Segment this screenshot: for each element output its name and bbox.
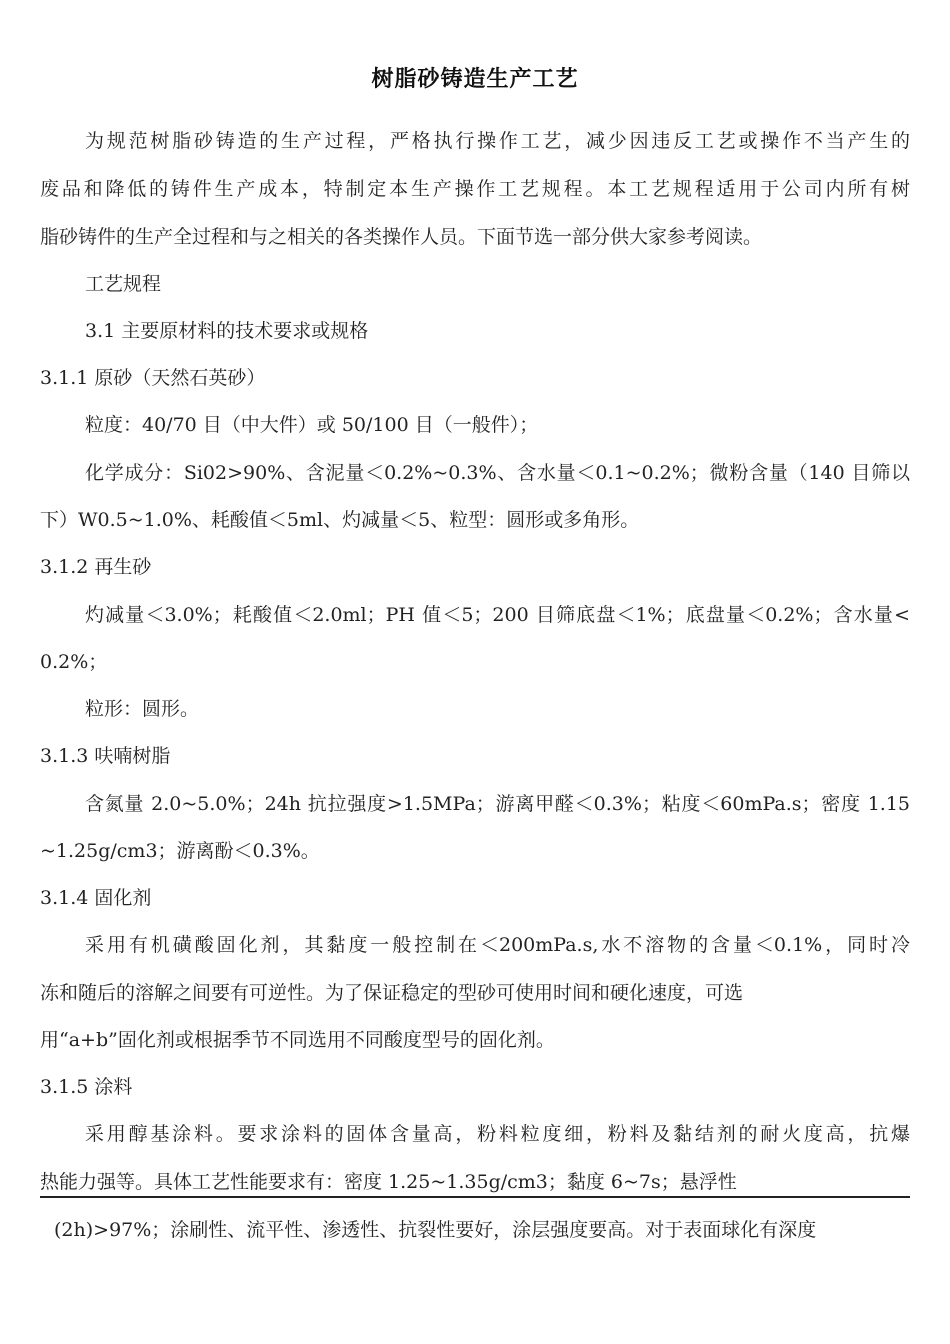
paragraph-line: 用“a+b”固化剂或根据季节不同选用不同酸度型号的固化剂。 (40, 1029, 555, 1051)
paragraph-line: 下）W0.5~1.0%、耗酸值＜5ml、灼减量＜5、粒型：圆形或多角形。 (40, 509, 640, 531)
document-title: 树脂砂铸造生产工艺 (371, 67, 579, 92)
subsection-heading: 3.1.1 原砂（天然石英砂） (40, 367, 266, 389)
paragraph-line: 脂砂铸件的生产全过程和与之相关的各类操作人员。下面节选一部分供大家参考阅读。 (40, 226, 763, 248)
paragraph-line: 含氮量 2.0~5.0%；24h 抗拉强度>1.5MPa；游离甲醛＜0.3%；粘度＜60mPa.s；密度 1.15 (85, 793, 910, 815)
paragraph-line: 废品和降低的铸件生产成本，特制定本生产操作工艺规程。本工艺规程适用于公司内所有树 (40, 178, 910, 200)
paragraph-line: 0.2%； (40, 651, 108, 673)
subsection-heading: 3.1.3 呋喃树脂 (40, 745, 171, 767)
paragraph-line: 为规范树脂砂铸造的生产过程，严格执行操作工艺，减少因违反工艺或操作不当产生的 (85, 130, 910, 152)
paragraph-line: 热能力强等。具体工艺性能要求有：密度 1.25~1.35g/cm3；黏度 6~7s；悬浮性 (40, 1171, 737, 1193)
paragraph-line: 粒形：圆形。 (85, 698, 200, 720)
paragraph-line: 化学成分：Si02>90%、含泥量＜0.2%~0.3%、含水量＜0.1~0.2%；微粉含量（140 目筛以 (85, 462, 910, 484)
paragraph-line: 冻和随后的溶解之间要有可逆性。为了保证稳定的型砂可使用时间和硬化速度，可选 (40, 982, 744, 1004)
paragraph-line: 采用有机磺酸固化剂，其黏度一般控制在＜200mPa.s,水不溶物的含量＜0.1%，同时冷 (85, 934, 910, 956)
subsection-heading: 3.1.4 固化剂 (40, 887, 152, 909)
page-divider (40, 1196, 910, 1198)
paragraph-line: 采用醇基涂料。要求涂料的固体含量高，粉料粒度细，粉料及黏结剂的耐火度高，抗爆 (85, 1123, 910, 1145)
paragraph-line: ~1.25g/cm3；游离酚＜0.3%。 (40, 840, 320, 862)
subsection-heading: 3.1.5 涂料 (40, 1076, 133, 1098)
paragraph-line: (2h)>97%；涂刷性、流平性、渗透性、抗裂性要好，涂层强度要高。对于表面球化有深度 (54, 1219, 817, 1241)
paragraph-line: 粒度：40/70 目（中大件）或 50/100 目（一般件）； (85, 414, 539, 436)
paragraph-line: 灼减量＜3.0%；耗酸值＜2.0ml；PH 值＜5；200 目筛底盘＜1%；底盘量＜0.2%；含水量< (85, 604, 910, 626)
section-heading: 3.1 主要原材料的技术要求或规格 (85, 320, 369, 342)
subsection-heading: 3.1.2 再生砂 (40, 556, 152, 578)
section-heading: 工艺规程 (85, 273, 162, 295)
